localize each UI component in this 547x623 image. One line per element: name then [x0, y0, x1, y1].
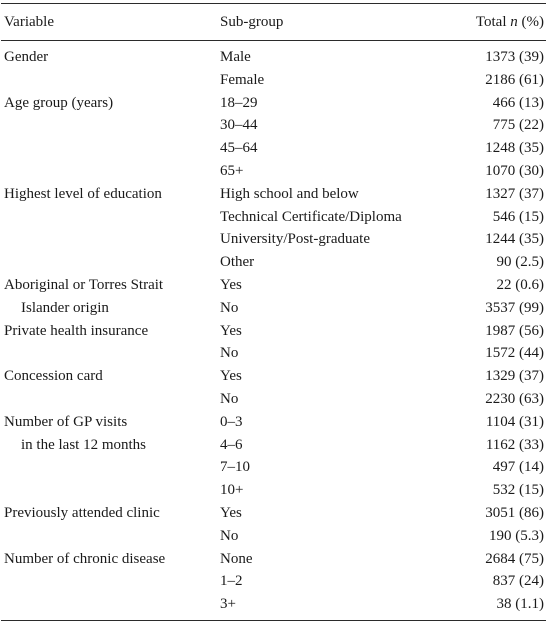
cell-subgroup: 3+: [220, 596, 236, 613]
cell-total: 1329 (37): [485, 368, 544, 385]
table-row: [1, 548, 546, 571]
table-row: [1, 160, 546, 183]
table-body: [1, 41, 546, 621]
cell-subgroup: Yes: [220, 368, 242, 385]
cell-subgroup: Male: [220, 49, 251, 65]
table-header: [1, 4, 546, 41]
header-total: [446, 4, 546, 41]
cell-variable: [1, 114, 220, 137]
cell-variable: [1, 411, 220, 434]
cell-total: 546 (15): [492, 208, 544, 225]
table-row: [1, 388, 546, 411]
table-row: [1, 365, 546, 388]
cell-total: 38 (1.1): [496, 596, 544, 613]
table-row: [1, 411, 546, 434]
cell-total: 1070 (30): [485, 162, 544, 179]
table-row: [1, 69, 546, 92]
variable-label: Highest level of education: [4, 185, 162, 202]
cell-subgroup: 4–6: [220, 436, 243, 453]
cell-total: 1244 (35): [485, 231, 544, 248]
cell-variable: [1, 69, 220, 92]
header-total-n: n: [510, 13, 518, 30]
cell-subgroup: High school and below: [220, 185, 359, 202]
table-row: [1, 41, 546, 69]
header-total-prefix: Total: [475, 13, 511, 30]
header-total-suffix: (%): [517, 13, 544, 30]
table-row: [1, 137, 546, 160]
table-row: [1, 114, 546, 137]
cell-subgroup: 0–3: [220, 413, 243, 430]
cell-total: 190 (5.3): [489, 527, 544, 544]
table-row: [1, 593, 546, 620]
cell-variable: [1, 548, 220, 571]
cell-variable: [1, 320, 220, 343]
cell-subgroup: University/Post-graduate: [220, 231, 370, 248]
cell-variable: [1, 434, 220, 457]
table-row: [1, 274, 546, 297]
table-row: [1, 183, 546, 206]
cell-total: 497 (14): [492, 459, 544, 476]
cell-subgroup: 7–10: [220, 459, 250, 476]
cell-variable: [1, 251, 220, 274]
cell-total: 90 (2.5): [496, 254, 544, 271]
cell-subgroup: 10+: [220, 482, 244, 499]
variable-label: Gender: [4, 49, 49, 65]
cell-total: 1327 (37): [485, 185, 544, 202]
cell-total: 2186 (61): [485, 71, 544, 88]
cell-total: 2684 (75): [485, 550, 544, 567]
table-row: [1, 342, 546, 365]
cell-variable: [1, 502, 220, 525]
table-row: [1, 206, 546, 229]
table-row: [1, 92, 546, 115]
cell-variable: [1, 160, 220, 183]
cell-subgroup: 1–2: [220, 573, 243, 590]
cell-subgroup: Yes: [220, 276, 242, 293]
cell-subgroup: No: [220, 527, 239, 544]
cell-subgroup: 45–64: [220, 140, 258, 157]
variable-label: Aboriginal or Torres Strait: [4, 276, 164, 293]
table-row: [1, 525, 546, 548]
cell-total: 1373 (39): [485, 49, 544, 65]
cell-variable: [1, 228, 220, 251]
header-row: [1, 4, 546, 41]
cell-total: 22 (0.6): [496, 276, 544, 293]
cell-subgroup: 18–29: [220, 94, 258, 111]
cell-subgroup: Female: [220, 71, 265, 88]
cell-subgroup: None: [220, 550, 253, 567]
cell-variable: [1, 183, 220, 206]
variable-label: in the last 12 months: [21, 436, 146, 453]
cell-total: 1104 (31): [485, 413, 544, 430]
cell-subgroup: Technical Certificate/Diploma: [220, 208, 402, 225]
cell-subgroup: Yes: [220, 504, 242, 521]
cell-subgroup: Other: [220, 254, 255, 271]
cell-total: 3537 (99): [485, 299, 544, 316]
cell-subgroup: No: [220, 299, 239, 316]
variable-label: Concession card: [4, 368, 103, 385]
variable-label: Private health insurance: [4, 322, 149, 339]
variable-label: Age group (years): [4, 94, 114, 111]
table-row: [1, 251, 546, 274]
cell-variable: [1, 570, 220, 593]
table-row: [1, 228, 546, 251]
cell-variable: [1, 137, 220, 160]
cell-total: 775 (22): [492, 117, 544, 134]
cell-variable: [1, 525, 220, 548]
header-variable: Variable: [1, 4, 220, 41]
header-subgroup: Sub-group: [220, 4, 446, 41]
variable-label: Number of chronic disease: [4, 550, 166, 567]
cell-subgroup: Yes: [220, 322, 242, 339]
cell-variable: [1, 365, 220, 388]
cell-total: 2230 (63): [485, 390, 544, 407]
cell-subgroup: 30–44: [220, 117, 258, 134]
cell-subgroup: No: [220, 390, 239, 407]
variable-label: Islander origin: [21, 299, 109, 316]
cell-variable: [1, 92, 220, 115]
cell-total: 1162 (33): [485, 436, 544, 453]
cell-variable: [1, 479, 220, 502]
cell-variable: [1, 297, 220, 320]
table-row: [1, 479, 546, 502]
table-row: [1, 570, 546, 593]
demographics-table-container: [1, 0, 546, 623]
demographics-table: [1, 3, 546, 623]
table-row: [1, 456, 546, 479]
cell-variable: [1, 342, 220, 365]
cell-variable: [1, 41, 220, 69]
cell-total: 532 (15): [492, 482, 544, 499]
cell-total: 1987 (56): [485, 322, 544, 339]
table-row: [1, 320, 546, 343]
cell-variable: [1, 388, 220, 411]
cell-variable: [1, 456, 220, 479]
cell-subgroup: No: [220, 345, 239, 362]
table-row: [1, 297, 546, 320]
variable-label: Previously attended clinic: [4, 504, 160, 521]
cell-total: 1248 (35): [485, 140, 544, 157]
cell-total: 3051 (86): [485, 504, 544, 521]
variable-label: Number of GP visits: [4, 413, 128, 430]
cell-total: 1572 (44): [485, 345, 544, 362]
table-row: [1, 502, 546, 525]
cell-variable: [1, 274, 220, 297]
cell-total: 837 (24): [492, 573, 544, 590]
cell-variable: [1, 593, 220, 620]
cell-subgroup: 65+: [220, 162, 244, 179]
cell-variable: [1, 206, 220, 229]
cell-total: 466 (13): [492, 94, 544, 111]
table-row: [1, 434, 546, 457]
